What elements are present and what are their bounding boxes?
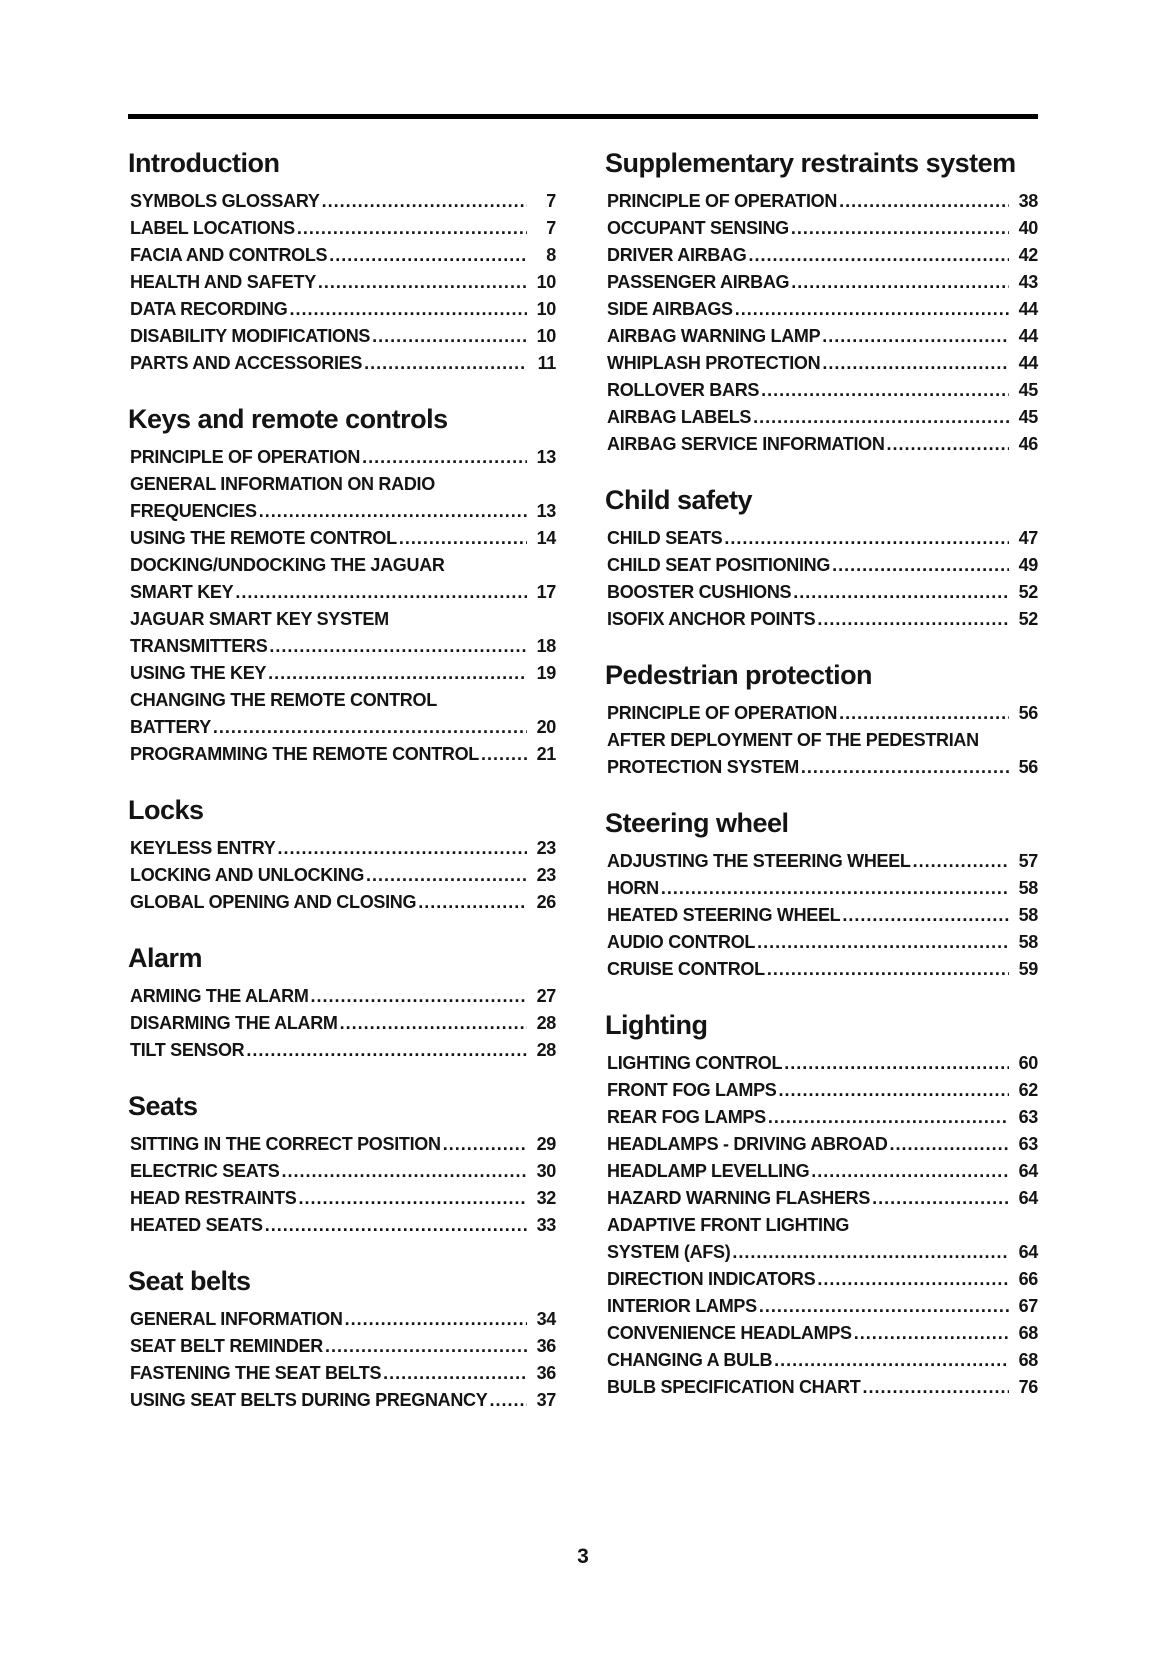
- dot-leader: [767, 956, 1009, 983]
- dot-leader: [890, 1131, 1009, 1158]
- toc-entry-line: [128, 1131, 556, 1158]
- dot-leader: [774, 1347, 1009, 1374]
- toc-entry-label: GENERAL INFORMATION: [130, 1309, 343, 1329]
- toc-entry-label: SEAT BELT REMINDER: [130, 1336, 323, 1356]
- dot-leader: [811, 1158, 1009, 1185]
- toc-entry-page-number: 13: [536, 501, 556, 521]
- toc-entry-page-number: 56: [1018, 757, 1038, 777]
- toc-entry-page-number: 18: [536, 636, 556, 656]
- toc-entry-page-number: 68: [1018, 1350, 1038, 1370]
- toc-entry-label: PASSENGER AIRBAG: [607, 272, 790, 292]
- toc-entry-page-number: 10: [536, 299, 556, 319]
- toc-entry-page-number: 42: [1018, 245, 1038, 265]
- toc-entry-page-number: 66: [1018, 1269, 1038, 1289]
- dot-leader: [757, 929, 1009, 956]
- toc-entry-line: [605, 188, 1038, 215]
- toc-entry-label: CHANGING A BULB: [607, 1350, 773, 1370]
- dot-leader: [259, 498, 527, 525]
- toc-entry-line: [605, 377, 1038, 404]
- toc-entry-label: AIRBAG SERVICE INFORMATION: [607, 434, 885, 454]
- toc-entry-page-number: 27: [536, 986, 556, 1006]
- toc-entry-page-number: 45: [1018, 407, 1038, 427]
- toc-entry-label: HEATED STEERING WHEEL: [607, 905, 841, 925]
- toc-entry-line: [128, 1158, 556, 1185]
- dot-leader: [289, 296, 527, 323]
- toc-entry-page-number: 10: [536, 326, 556, 346]
- toc-entry-page-number: 36: [536, 1336, 556, 1356]
- toc-entry-label: CONVENIENCE HEADLAMPS: [607, 1323, 852, 1343]
- dot-leader: [791, 269, 1009, 296]
- toc-entry-label: WHIPLASH PROTECTION: [607, 353, 821, 373]
- dot-leader: [784, 1050, 1009, 1077]
- toc-entry-line: [128, 552, 556, 579]
- toc-entry-line: [605, 525, 1038, 552]
- page-number: 3: [577, 1545, 589, 1568]
- toc-entry-line: [605, 1239, 1038, 1266]
- toc-entry-line: [605, 754, 1038, 781]
- toc-entry-label: HEADLAMP LEVELLING: [607, 1161, 810, 1181]
- section-title: Child safety: [605, 485, 753, 515]
- toc-entry-label: PROGRAMMING THE REMOTE CONTROL: [130, 744, 479, 764]
- section-title: Seats: [128, 1091, 198, 1121]
- toc-entry-line: [128, 1387, 556, 1414]
- toc-entry-page-number: 8: [546, 245, 556, 265]
- toc-entry-page-number: 59: [1018, 959, 1038, 979]
- toc-entry-label: LABEL LOCATIONS: [130, 218, 295, 238]
- toc-section: [128, 1090, 556, 1239]
- toc-entry-label: BULB SPECIFICATION CHART: [607, 1377, 861, 1397]
- toc-column: [605, 147, 1038, 1414]
- toc-section: [605, 807, 1038, 983]
- toc-entry-label: BATTERY: [130, 717, 211, 737]
- dot-leader: [362, 444, 527, 471]
- toc-entry-page-number: 11: [537, 353, 556, 373]
- toc-entry-line: [128, 1212, 556, 1239]
- section-title: Locks: [128, 795, 204, 825]
- toc-entry-label: AIRBAG WARNING LAMP: [607, 326, 821, 346]
- toc-entry-page-number: 40: [1018, 218, 1038, 238]
- toc-entry-line: [128, 471, 556, 498]
- section-title: Pedestrian protection: [605, 660, 873, 690]
- toc-entry-label: BOOSTER CUSHIONS: [607, 582, 792, 602]
- toc-entry-page-number: 20: [536, 717, 556, 737]
- toc-entry-page-number: 45: [1018, 380, 1038, 400]
- dot-leader: [832, 552, 1009, 579]
- toc-entry-line: [128, 1185, 556, 1212]
- toc-entry-label: FACIA AND CONTROLS: [130, 245, 328, 265]
- dot-leader: [913, 848, 1009, 875]
- toc-entry-page-number: 17: [536, 582, 556, 602]
- dot-leader: [791, 215, 1009, 242]
- dot-leader: [318, 269, 527, 296]
- toc-entry-line: [128, 889, 556, 916]
- dot-leader: [872, 1185, 1009, 1212]
- toc-entry-page-number: 7: [546, 218, 556, 238]
- toc-entry-page-number: 14: [536, 528, 556, 548]
- toc-entry-line: [128, 525, 556, 552]
- toc-entry-page-number: 36: [536, 1363, 556, 1383]
- toc-entry-line: [128, 242, 556, 269]
- section-title: Lighting: [605, 1010, 708, 1040]
- section-title: Steering wheel: [605, 808, 789, 838]
- toc-entry-label: HEAD RESTRAINTS: [130, 1188, 297, 1208]
- toc-entry-label: DOCKING/UNDOCKING THE JAGUAR: [130, 555, 445, 575]
- toc-entry-page-number: 23: [536, 865, 556, 885]
- toc-entry-page-number: 10: [536, 272, 556, 292]
- section-title: Seat belts: [128, 1266, 251, 1296]
- toc-entry-page-number: 44: [1018, 353, 1038, 373]
- toc-entry-line: [128, 741, 556, 768]
- toc-entry-line: [128, 660, 556, 687]
- dot-leader: [443, 1131, 527, 1158]
- toc-entry-label: FREQUENCIES: [130, 501, 257, 521]
- toc-entry-page-number: 76: [1018, 1377, 1038, 1397]
- toc-entry-line: [128, 633, 556, 660]
- toc-entry-page-number: 29: [536, 1134, 556, 1154]
- toc-section: [128, 147, 556, 377]
- toc-entry-label: KEYLESS ENTRY: [130, 838, 276, 858]
- dot-leader: [839, 188, 1009, 215]
- toc-entry-page-number: 56: [1018, 703, 1038, 723]
- toc-entry-line: [605, 404, 1038, 431]
- dot-leader: [345, 1306, 527, 1333]
- toc-entry-label: DRIVER AIRBAG: [607, 245, 747, 265]
- toc-entry-line: [605, 1185, 1038, 1212]
- toc-entry-page-number: 62: [1018, 1080, 1038, 1100]
- toc-entry-label: LOCKING AND UNLOCKING: [130, 865, 365, 885]
- toc-entry-line: [605, 956, 1038, 983]
- section-title: Alarm: [128, 943, 203, 973]
- toc-entry-label: DISARMING THE ALARM: [130, 1013, 338, 1033]
- toc-entry-label: PRINCIPLE OF OPERATION: [607, 191, 838, 211]
- toc-entry-label: SITTING IN THE CORRECT POSITION: [130, 1134, 441, 1154]
- toc-entry-line: [605, 1104, 1038, 1131]
- toc-section: [605, 484, 1038, 633]
- toc-entry-line: [605, 242, 1038, 269]
- toc-entry-line: [605, 606, 1038, 633]
- toc-entry-label: DIRECTION INDICATORS: [607, 1269, 816, 1289]
- toc-entry-label: SYMBOLS GLOSSARY: [130, 191, 320, 211]
- dot-leader: [887, 431, 1009, 458]
- toc-entry-line: [128, 983, 556, 1010]
- toc-entry-label: SIDE AIRBAGS: [607, 299, 733, 319]
- toc-entry-page-number: 63: [1018, 1107, 1038, 1127]
- toc-entry-page-number: 28: [536, 1013, 556, 1033]
- toc-entry-page-number: 33: [536, 1215, 556, 1235]
- toc-entry-line: [128, 215, 556, 242]
- toc-entry-label: FASTENING THE SEAT BELTS: [130, 1363, 382, 1383]
- toc-entry-line: [605, 215, 1038, 242]
- toc-entry-label: CHANGING THE REMOTE CONTROL: [130, 690, 437, 710]
- toc-entry-line: [605, 929, 1038, 956]
- toc-entry-line: [605, 552, 1038, 579]
- toc-entry-label: SYSTEM (AFS): [607, 1242, 731, 1262]
- toc-entry-label: ADAPTIVE FRONT LIGHTING: [607, 1215, 850, 1235]
- dot-leader: [779, 1077, 1010, 1104]
- dot-leader: [322, 188, 527, 215]
- toc-entry-label: AFTER DEPLOYMENT OF THE PEDESTRIAN: [607, 730, 979, 750]
- dot-leader: [735, 296, 1009, 323]
- dot-leader: [862, 1374, 1009, 1401]
- toc-entry-label: PRINCIPLE OF OPERATION: [130, 447, 361, 467]
- toc-entry-line: [605, 1374, 1038, 1401]
- toc-entry-page-number: 30: [536, 1161, 556, 1181]
- dot-leader: [822, 350, 1009, 377]
- toc-entry-line: [128, 1360, 556, 1387]
- toc-entry-label: HEATED SEATS: [130, 1215, 263, 1235]
- toc-entry-label: INTERIOR LAMPS: [607, 1296, 757, 1316]
- toc-entry-page-number: 32: [536, 1188, 556, 1208]
- toc-entry-line: [605, 1212, 1038, 1239]
- section-title: Introduction: [128, 148, 280, 178]
- toc-entry-line: [605, 1293, 1038, 1320]
- toc-entry-page-number: 60: [1018, 1053, 1038, 1073]
- dot-leader: [297, 215, 527, 242]
- toc-entry-page-number: 64: [1018, 1188, 1038, 1208]
- toc-entry-label: LIGHTING CONTROL: [607, 1053, 783, 1073]
- dot-leader: [246, 1037, 527, 1064]
- toc-section: [128, 403, 556, 768]
- toc-entry-page-number: 34: [536, 1309, 556, 1329]
- toc-section: [128, 794, 556, 916]
- toc-entry-label: OCCUPANT SENSING: [607, 218, 789, 238]
- toc-entry-label: CHILD SEATS: [607, 528, 723, 548]
- toc-entry-label: HAZARD WARNING FLASHERS: [607, 1188, 871, 1208]
- toc-content: [128, 147, 1038, 1414]
- dot-leader: [801, 754, 1009, 781]
- toc-entry-line: [128, 1010, 556, 1037]
- toc-entry-line: [605, 727, 1038, 754]
- toc-column: [128, 147, 556, 1414]
- dot-leader: [724, 525, 1009, 552]
- toc-entry-page-number: 67: [1018, 1296, 1038, 1316]
- toc-entry-label: ARMING THE ALARM: [130, 986, 309, 1006]
- toc-section: [605, 147, 1038, 458]
- toc-section: [605, 659, 1038, 781]
- toc-entry-line: [128, 1306, 556, 1333]
- toc-entry-line: [128, 1333, 556, 1360]
- dot-leader: [299, 1185, 527, 1212]
- toc-entry-page-number: 23: [536, 838, 556, 858]
- dot-leader: [311, 983, 527, 1010]
- toc-entry-label: GENERAL INFORMATION ON RADIO: [130, 474, 435, 494]
- toc-entry-label: ROLLOVER BARS: [607, 380, 760, 400]
- dot-leader: [661, 875, 1009, 902]
- toc-entry-line: [128, 1037, 556, 1064]
- toc-section: [128, 1265, 556, 1414]
- section-title: Supplementary restraints system: [605, 148, 1016, 178]
- toc-entry-page-number: 43: [1018, 272, 1038, 292]
- toc-entry-page-number: 13: [536, 447, 556, 467]
- dot-leader: [213, 714, 527, 741]
- toc-entry-line: [605, 848, 1038, 875]
- toc-entry-label: TILT SENSOR: [130, 1040, 245, 1060]
- toc-entry-line: [605, 1050, 1038, 1077]
- toc-entry-line: [128, 835, 556, 862]
- dot-leader: [235, 579, 527, 606]
- toc-entry-line: [605, 875, 1038, 902]
- toc-entry-line: [605, 269, 1038, 296]
- toc-entry-page-number: 44: [1018, 326, 1038, 346]
- dot-leader: [854, 1320, 1009, 1347]
- toc-entry-page-number: 37: [536, 1390, 556, 1410]
- dot-leader: [759, 1293, 1009, 1320]
- toc-entry-page-number: 46: [1018, 434, 1038, 454]
- toc-entry-line: [605, 902, 1038, 929]
- dot-leader: [418, 889, 527, 916]
- toc-section: [128, 942, 556, 1064]
- toc-entry-page-number: 58: [1018, 905, 1038, 925]
- toc-entry-line: [128, 687, 556, 714]
- toc-entry-line: [605, 579, 1038, 606]
- toc-entry-label: AIRBAG LABELS: [607, 407, 752, 427]
- toc-entry-label: REAR FOG LAMPS: [607, 1107, 766, 1127]
- toc-entry-page-number: 19: [536, 663, 556, 683]
- dot-leader: [839, 700, 1009, 727]
- toc-entry-label: CRUISE CONTROL: [607, 959, 765, 979]
- toc-entry-line: [128, 498, 556, 525]
- toc-entry-line: [128, 606, 556, 633]
- dot-leader: [269, 633, 527, 660]
- toc-entry-page-number: 38: [1018, 191, 1038, 211]
- toc-entry-label: HEADLAMPS - DRIVING ABROAD: [607, 1134, 888, 1154]
- dot-leader: [372, 323, 527, 350]
- dot-leader: [268, 660, 527, 687]
- dot-leader: [732, 1239, 1009, 1266]
- dot-leader: [277, 835, 527, 862]
- toc-entry-label: PROTECTION SYSTEM: [607, 757, 799, 777]
- toc-entry-label: FRONT FOG LAMPS: [607, 1080, 777, 1100]
- toc-entry-label: CHILD SEAT POSITIONING: [607, 555, 831, 575]
- toc-entry-label: PRINCIPLE OF OPERATION: [607, 703, 838, 723]
- section-title: Keys and remote controls: [128, 404, 448, 434]
- dot-leader: [265, 1212, 527, 1239]
- toc-entry-page-number: 52: [1018, 582, 1038, 602]
- dot-leader: [748, 242, 1009, 269]
- toc-entry-label: ISOFIX ANCHOR POINTS: [607, 609, 816, 629]
- toc-entry-line: [128, 296, 556, 323]
- dot-leader: [340, 1010, 527, 1037]
- toc-section: [605, 1009, 1038, 1401]
- toc-entry-line: [605, 1266, 1038, 1293]
- dot-leader: [366, 862, 527, 889]
- toc-entry-line: [128, 714, 556, 741]
- toc-entry-line: [605, 1320, 1038, 1347]
- toc-entry-label: SMART KEY: [130, 582, 234, 602]
- toc-entry-line: [128, 188, 556, 215]
- toc-entry-line: [605, 350, 1038, 377]
- toc-entry-line: [128, 323, 556, 350]
- toc-entry-line: [128, 444, 556, 471]
- dot-leader: [753, 404, 1009, 431]
- toc-entry-line: [128, 350, 556, 377]
- toc-entry-line: [605, 1131, 1038, 1158]
- toc-entry-label: DATA RECORDING: [130, 299, 288, 319]
- toc-entry-line: [605, 1347, 1038, 1374]
- dot-leader: [822, 323, 1009, 350]
- toc-entry-page-number: 58: [1018, 932, 1038, 952]
- toc-entry-label: HEALTH AND SAFETY: [130, 272, 316, 292]
- toc-entry-line: [605, 1077, 1038, 1104]
- toc-entry-page-number: 52: [1018, 609, 1038, 629]
- toc-entry-label: USING THE REMOTE CONTROL: [130, 528, 397, 548]
- toc-entry-label: DISABILITY MODIFICATIONS: [130, 326, 371, 346]
- toc-entry-page-number: 58: [1018, 878, 1038, 898]
- dot-leader: [325, 1333, 527, 1360]
- dot-leader: [481, 741, 527, 768]
- dot-leader: [329, 242, 527, 269]
- toc-entry-page-number: 49: [1018, 555, 1038, 575]
- toc-entry-page-number: 7: [546, 191, 556, 211]
- toc-entry-label: ADJUSTING THE STEERING WHEEL: [607, 851, 911, 871]
- toc-entry-label: HORN: [607, 878, 659, 898]
- toc-entry-label: PARTS AND ACCESSORIES: [130, 353, 363, 373]
- toc-entry-page-number: 28: [536, 1040, 556, 1060]
- dot-leader: [364, 350, 527, 377]
- toc-entry-page-number: 44: [1018, 299, 1038, 319]
- toc-entry-page-number: 64: [1018, 1161, 1038, 1181]
- toc-entry-label: JAGUAR SMART KEY SYSTEM: [130, 609, 389, 629]
- toc-entry-line: [605, 323, 1038, 350]
- dot-leader: [489, 1387, 527, 1414]
- top-rule: [128, 114, 1038, 119]
- dot-leader: [761, 377, 1009, 404]
- toc-entry-label: GLOBAL OPENING AND CLOSING: [130, 892, 417, 912]
- toc-entry-label: USING SEAT BELTS DURING PREGNANCY: [130, 1390, 488, 1410]
- toc-entry-label: TRANSMITTERS: [130, 636, 268, 656]
- dot-leader: [399, 525, 527, 552]
- dot-leader: [768, 1104, 1009, 1131]
- dot-leader: [817, 1266, 1009, 1293]
- toc-entry-page-number: 57: [1018, 851, 1038, 871]
- toc-entry-line: [128, 862, 556, 889]
- toc-entry-line: [605, 431, 1038, 458]
- toc-entry-page-number: 68: [1018, 1323, 1038, 1343]
- dot-leader: [817, 606, 1009, 633]
- dot-leader: [842, 902, 1009, 929]
- toc-entry-page-number: 63: [1018, 1134, 1038, 1154]
- toc-entry-line: [605, 700, 1038, 727]
- toc-entry-page-number: 21: [536, 744, 556, 764]
- toc-entry-line: [605, 296, 1038, 323]
- toc-entry-label: AUDIO CONTROL: [607, 932, 756, 952]
- dot-leader: [281, 1158, 527, 1185]
- toc-entry-line: [605, 1158, 1038, 1185]
- toc-entry-label: USING THE KEY: [130, 663, 267, 683]
- toc-entry-line: [128, 579, 556, 606]
- dot-leader: [793, 579, 1009, 606]
- toc-entry-page-number: 26: [536, 892, 556, 912]
- toc-entry-page-number: 64: [1018, 1242, 1038, 1262]
- toc-entry-page-number: 47: [1018, 528, 1038, 548]
- toc-entry-label: ELECTRIC SEATS: [130, 1161, 280, 1181]
- dot-leader: [383, 1360, 527, 1387]
- toc-entry-line: [128, 269, 556, 296]
